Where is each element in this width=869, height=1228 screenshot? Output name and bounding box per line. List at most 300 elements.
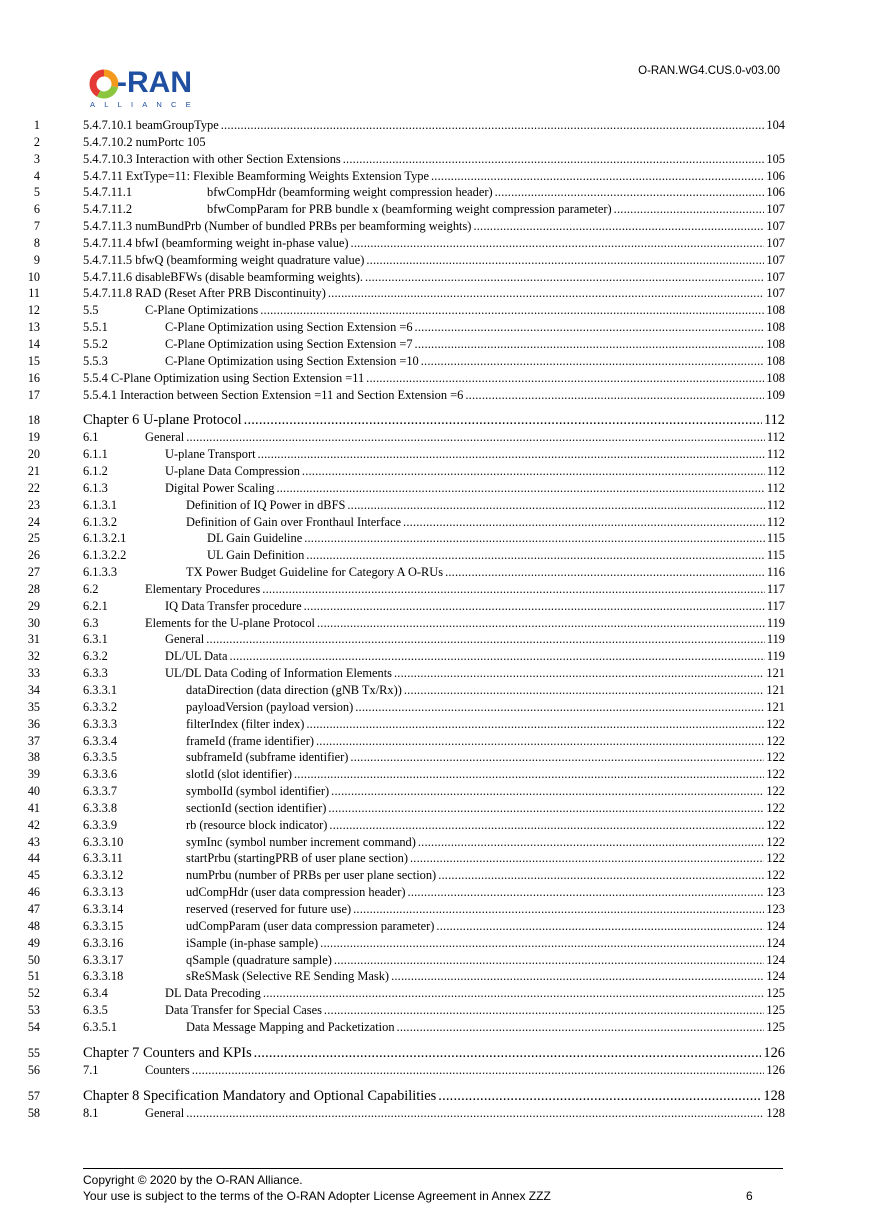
toc-entry[interactable]: [83, 834, 785, 851]
toc-chapter-row[interactable]: [0, 1087, 869, 1105]
toc-row[interactable]: [0, 968, 869, 985]
toc-row[interactable]: [0, 985, 869, 1002]
page-ref: 107: [766, 202, 785, 217]
dot-leader: [366, 370, 764, 387]
line-number: 43: [27, 834, 40, 849]
line-number: 11: [28, 286, 40, 301]
toc-row[interactable]: [0, 918, 869, 935]
toc-entry[interactable]: [83, 884, 785, 901]
page-ref: 124: [766, 952, 785, 967]
toc-entry[interactable]: [83, 1019, 785, 1036]
section-title: 5.5.4.1 Interaction between Section Extension =11 and Section Extension =6: [83, 387, 464, 402]
dot-leader: [260, 302, 764, 319]
section-number: 6.3.3.2: [83, 699, 118, 714]
toc-entry[interactable]: [83, 1002, 785, 1019]
section-number: 6.3.3.1: [83, 683, 118, 697]
page-ref: 124: [766, 935, 785, 950]
toc-row[interactable]: [0, 514, 869, 531]
page-ref: 115: [766, 531, 785, 546]
dot-leader: [186, 429, 765, 446]
dot-leader: [350, 749, 764, 766]
dot-leader: [415, 319, 765, 336]
dot-leader: [415, 336, 765, 353]
section-title: Counters: [145, 1062, 190, 1077]
toc-entry[interactable]: [83, 800, 785, 817]
section-title: startPrbu (startingPRB of user plane section): [186, 851, 408, 866]
toc-entry[interactable]: [83, 817, 785, 834]
toc-entry[interactable]: [83, 733, 785, 750]
toc-row[interactable]: [0, 564, 869, 581]
toc-entry[interactable]: [83, 581, 785, 598]
toc-row[interactable]: [0, 749, 869, 766]
logo-wordmark: -RAN: [117, 66, 192, 99]
page-ref: 116: [766, 565, 785, 580]
page-ref: 125: [766, 1019, 785, 1034]
toc-row[interactable]: [0, 184, 869, 201]
section-title: Data Message Mapping and Packetization: [186, 1019, 395, 1034]
toc-entry[interactable]: [83, 935, 785, 952]
page-ref: 112: [766, 430, 785, 445]
toc-row[interactable]: [0, 252, 869, 269]
section-title: Definition of Gain over Fronthaul Interface: [186, 514, 402, 529]
dot-leader: [438, 867, 764, 884]
toc-entry[interactable]: [83, 850, 785, 867]
toc-entry[interactable]: [83, 783, 785, 800]
section-title: Digital Power Scaling: [165, 480, 275, 495]
toc-entry[interactable]: [83, 615, 785, 632]
page-ref: 107: [766, 235, 785, 250]
toc-entry[interactable]: [83, 480, 785, 497]
dot-leader: [186, 1105, 764, 1122]
section-number: 6.1.3.2: [83, 514, 118, 529]
toc-entry[interactable]: [83, 446, 785, 463]
dot-leader: [306, 716, 764, 733]
toc-row[interactable]: [0, 387, 869, 404]
line-number: 35: [27, 699, 40, 714]
toc-entry[interactable]: [83, 985, 785, 1002]
toc-row[interactable]: [0, 117, 869, 134]
toc-entry[interactable]: [83, 648, 785, 665]
line-number: 15: [27, 353, 40, 368]
toc-entry[interactable]: [83, 901, 785, 918]
line-number: 16: [27, 370, 40, 385]
section-title: Elements for the U-plane Protocol: [145, 615, 315, 630]
toc-row[interactable]: [0, 1105, 869, 1122]
toc-entry[interactable]: [83, 952, 785, 969]
toc-entry[interactable]: [83, 1062, 785, 1079]
toc-row[interactable]: [0, 134, 869, 151]
section-number: 6.1.3.2.2: [83, 548, 127, 563]
page-ref: 126: [766, 1062, 785, 1077]
section-title: bfwCompParam for PRB bundle x (beamforming weight compression parameter): [207, 202, 612, 217]
dot-leader: [316, 733, 764, 750]
section-title: reserved (reserved for future use): [186, 901, 352, 916]
toc-entry[interactable]: [83, 151, 785, 168]
dot-leader: [438, 1087, 761, 1105]
section-number: 6.1.3.3: [83, 565, 118, 580]
dot-leader: [431, 168, 764, 185]
toc-entry[interactable]: [83, 269, 785, 286]
line-number: 50: [27, 952, 40, 967]
section-number: 7.1: [83, 1062, 99, 1077]
toc-entry[interactable]: [83, 514, 785, 531]
line-number: 30: [27, 615, 40, 630]
dot-leader: [465, 387, 764, 404]
section-title: General: [145, 1105, 185, 1120]
line-number: 13: [27, 320, 40, 335]
section-number: 5.4.7.11.1: [83, 185, 133, 200]
toc-entry[interactable]: [83, 218, 785, 235]
section-number: 6.3.3: [83, 666, 108, 681]
toc-entry[interactable]: [83, 665, 785, 682]
page-ref: 104: [766, 118, 785, 132]
page-ref: 119: [766, 649, 785, 664]
line-number: 32: [27, 649, 40, 664]
toc-row[interactable]: [0, 581, 869, 598]
toc-chapter-row[interactable]: [0, 1044, 869, 1062]
page-ref: 112: [766, 464, 785, 479]
page-ref: 107: [766, 219, 785, 234]
dot-leader: [306, 547, 765, 564]
line-number: 51: [27, 969, 40, 984]
section-title: bfwCompHdr (beamforming weight compression header): [207, 185, 493, 200]
page-number: 6: [746, 1189, 753, 1203]
page-ref: 121: [766, 683, 785, 697]
dot-leader: [221, 117, 765, 134]
toc-entry[interactable]: [83, 463, 785, 480]
page-ref: 112: [763, 412, 785, 429]
dot-leader: [408, 884, 765, 901]
section-title: C-Plane Optimization using Section Extension =10: [165, 353, 419, 368]
toc-row[interactable]: [0, 615, 869, 632]
section-number: 6.3.3.18: [83, 969, 124, 984]
line-number: 44: [27, 851, 40, 866]
section-number: 6.3: [83, 615, 99, 630]
line-number: 38: [27, 750, 40, 765]
section-title: 5.4.7.10.2 numPortc 105: [83, 134, 206, 149]
dot-leader: [436, 918, 764, 935]
toc-entry[interactable]: [83, 302, 785, 319]
toc-entry[interactable]: [83, 429, 785, 446]
toc-row[interactable]: [0, 463, 869, 480]
page-ref: 115: [766, 548, 785, 563]
section-title: payloadVersion (payload version): [186, 699, 354, 714]
page-ref: 107: [766, 286, 785, 301]
line-number: 3: [33, 151, 40, 166]
toc-row[interactable]: [0, 497, 869, 514]
toc-row[interactable]: [0, 952, 869, 969]
toc-entry[interactable]: [83, 918, 785, 935]
toc-row[interactable]: [0, 547, 869, 564]
section-title: 5.4.7.10.1 beamGroupType: [83, 118, 219, 132]
toc-entry[interactable]: [83, 1044, 785, 1062]
toc-row[interactable]: [0, 716, 869, 733]
section-title: rb (resource block indicator): [186, 817, 328, 832]
section-title: Chapter 6 U-plane Protocol: [83, 412, 242, 429]
toc-row[interactable]: [0, 168, 869, 185]
toc-entry[interactable]: [83, 564, 785, 581]
toc-row[interactable]: [0, 1062, 869, 1079]
toc-row[interactable]: [0, 598, 869, 615]
section-title: qSample (quadrature sample): [186, 952, 332, 967]
toc-row[interactable]: [0, 446, 869, 463]
line-number: 14: [27, 336, 40, 351]
page-ref: 122: [766, 817, 785, 832]
toc-row[interactable]: [0, 285, 869, 302]
toc-entry[interactable]: [83, 631, 785, 648]
toc-entry[interactable]: [83, 134, 785, 151]
section-number: 6.3.3.4: [83, 733, 118, 748]
page-ref: 122: [766, 834, 785, 849]
section-title: General: [165, 632, 205, 647]
section-title: sReSMask (Selective RE Sending Mask): [186, 969, 390, 984]
toc-entry[interactable]: [83, 699, 785, 716]
page-ref: 106: [766, 168, 785, 183]
toc-row[interactable]: [0, 935, 869, 952]
toc-entry[interactable]: [83, 235, 785, 252]
toc-row[interactable]: [0, 235, 869, 252]
dot-leader: [495, 184, 765, 201]
section-title: udCompHdr (user data compression header): [186, 885, 406, 900]
dot-leader: [230, 648, 765, 665]
toc-entry[interactable]: [83, 968, 785, 985]
line-number: 21: [27, 464, 40, 479]
toc-row[interactable]: [0, 429, 869, 446]
toc-row[interactable]: [0, 699, 869, 716]
page-ref: 128: [766, 1105, 785, 1120]
toc-row[interactable]: [0, 817, 869, 834]
page-ref: 126: [763, 1044, 785, 1061]
page-ref: 123: [766, 901, 785, 916]
toc-entry[interactable]: [83, 766, 785, 783]
page-ref: 128: [763, 1087, 785, 1104]
section-title: U-plane Transport: [165, 447, 256, 462]
toc-row[interactable]: [0, 151, 869, 168]
toc-entry[interactable]: [83, 370, 785, 387]
section-number: 6.1.2: [83, 464, 108, 479]
section-title: iSample (in-phase sample): [186, 935, 319, 950]
toc-row[interactable]: [0, 850, 869, 867]
section-number: 6.3.2: [83, 649, 108, 664]
toc-row[interactable]: [0, 336, 869, 353]
line-number: 5: [33, 185, 40, 200]
section-title: slotId (slot identifier): [186, 767, 292, 782]
line-number: 58: [27, 1105, 40, 1120]
dot-leader: [334, 952, 765, 969]
page-ref: 122: [766, 733, 785, 748]
toc-entry[interactable]: [83, 168, 785, 185]
dot-leader: [294, 766, 764, 783]
toc-entry[interactable]: [83, 497, 785, 514]
toc-entry[interactable]: [83, 411, 785, 429]
footer-divider: [83, 1168, 783, 1169]
toc-entry[interactable]: [83, 749, 785, 766]
dot-leader: [329, 817, 764, 834]
section-number: 6.3.3.16: [83, 935, 124, 950]
toc-entry[interactable]: [83, 867, 785, 884]
toc-row[interactable]: [0, 901, 869, 918]
line-number: 34: [27, 683, 40, 697]
page-ref: 121: [766, 666, 785, 681]
dot-leader: [331, 783, 764, 800]
page-ref: 107: [766, 252, 785, 267]
dot-leader: [263, 985, 765, 1002]
section-title: General: [145, 430, 185, 445]
section-title: DL Data Precoding: [165, 986, 261, 1001]
page-ref: 109: [766, 387, 785, 402]
line-number: 39: [27, 767, 40, 782]
page-ref: 122: [766, 716, 785, 731]
toc-row[interactable]: [0, 867, 869, 884]
dot-leader: [244, 411, 762, 429]
toc-entry[interactable]: [83, 547, 785, 564]
page-ref: 106: [766, 185, 785, 200]
page-ref: 107: [766, 269, 785, 284]
dot-leader: [351, 235, 765, 252]
line-number: 24: [27, 514, 40, 529]
toc-row[interactable]: [0, 884, 869, 901]
line-number: 4: [33, 168, 40, 183]
line-number: 6: [33, 202, 40, 217]
toc-entry[interactable]: [83, 319, 785, 336]
section-title: 5.4.7.11.6 disableBFWs (disable beamforming weights).: [83, 269, 364, 284]
dot-leader: [394, 665, 764, 682]
line-number: 53: [27, 1003, 40, 1018]
line-number: 46: [27, 885, 40, 900]
dot-leader: [473, 218, 764, 235]
section-title: DL/UL Data: [165, 649, 228, 664]
line-number: 55: [27, 1045, 40, 1060]
line-number: 9: [33, 252, 40, 267]
toc-entry[interactable]: [83, 682, 785, 699]
oran-ring-icon: [88, 68, 120, 100]
toc-row[interactable]: [0, 682, 869, 699]
section-title: symInc (symbol number increment command): [186, 834, 416, 849]
page-ref: 108: [766, 353, 785, 368]
toc-row[interactable]: [0, 766, 869, 783]
line-number: 20: [27, 447, 40, 462]
section-title: 5.4.7.11 ExtType=11: Flexible Beamforming Weights Extension Type: [83, 168, 429, 183]
line-number: 8: [33, 235, 40, 250]
document-id: O-RAN.WG4.CUS.0-v03.00: [638, 65, 780, 77]
section-title: C-Plane Optimizations: [145, 303, 259, 318]
dot-leader: [304, 598, 765, 615]
toc-row[interactable]: [0, 800, 869, 817]
page-ref: 112: [766, 497, 785, 512]
section-title: C-Plane Optimization using Section Extension =7: [165, 336, 413, 351]
line-number: 7: [33, 219, 40, 234]
toc-entry[interactable]: [83, 336, 785, 353]
toc-entry[interactable]: [83, 201, 785, 218]
toc-row[interactable]: [0, 302, 869, 319]
section-number: 6.1.1: [83, 447, 108, 462]
toc-entry[interactable]: [83, 353, 785, 370]
page-ref: 119: [766, 615, 785, 630]
section-title: numPrbu (number of PRBs per user plane section): [186, 868, 437, 883]
toc-entry[interactable]: [83, 285, 785, 302]
section-number: 6.2: [83, 581, 99, 596]
logo-subtitle: ALLIANCE: [90, 100, 200, 109]
page-ref: 108: [766, 303, 785, 318]
toc-row[interactable]: [0, 733, 869, 750]
line-number: 23: [27, 497, 40, 512]
section-number: 6.3.5.1: [83, 1019, 118, 1034]
toc-entry[interactable]: [83, 530, 785, 547]
toc-entry[interactable]: [83, 598, 785, 615]
section-number: 6.3.4: [83, 986, 108, 1001]
section-number: 6.3.3.15: [83, 918, 124, 933]
line-number: 54: [27, 1019, 40, 1034]
section-title: U-plane Data Compression: [165, 464, 300, 479]
toc-entry[interactable]: [83, 252, 785, 269]
toc-entry[interactable]: [83, 716, 785, 733]
toc-entry[interactable]: [83, 1105, 785, 1122]
toc-row[interactable]: [0, 218, 869, 235]
toc-chapter-row[interactable]: [0, 411, 869, 429]
section-number: 6.3.3.3: [83, 716, 118, 731]
dot-leader: [192, 1062, 765, 1079]
toc-row[interactable]: [0, 1002, 869, 1019]
dot-leader: [397, 1019, 765, 1036]
toc-row[interactable]: [0, 665, 869, 682]
dot-leader: [276, 480, 764, 497]
line-number: 49: [27, 935, 40, 950]
line-number: 28: [27, 581, 40, 596]
toc-row[interactable]: [0, 648, 869, 665]
toc-row[interactable]: [0, 530, 869, 547]
line-number: 33: [27, 666, 40, 681]
toc-row[interactable]: [0, 783, 869, 800]
section-title: 5.4.7.11.8 RAD (Reset After PRB Discontinuity): [83, 286, 326, 301]
section-number: 6.3.3.9: [83, 817, 118, 832]
section-number: 6.3.1: [83, 632, 108, 647]
toc-row[interactable]: [0, 370, 869, 387]
line-number: 37: [27, 733, 40, 748]
line-number: 1: [33, 118, 40, 132]
toc-row[interactable]: [0, 319, 869, 336]
toc-row[interactable]: [0, 201, 869, 218]
page-ref: 124: [766, 918, 785, 933]
dot-leader: [317, 615, 765, 632]
toc-entry[interactable]: [83, 117, 785, 134]
line-number: 48: [27, 918, 40, 933]
section-title: Chapter 7 Counters and KPIs: [83, 1044, 252, 1061]
line-number: 27: [27, 565, 40, 580]
section-number: 6.3.3.14: [83, 901, 124, 916]
line-number: 10: [27, 269, 40, 284]
toc-row[interactable]: [0, 834, 869, 851]
line-number: 22: [27, 480, 40, 495]
toc-row[interactable]: [0, 480, 869, 497]
dot-leader: [262, 581, 765, 598]
toc-entry[interactable]: [83, 1087, 785, 1105]
line-number: 17: [27, 387, 40, 402]
toc-entry[interactable]: [83, 184, 785, 201]
line-number: 42: [27, 817, 40, 832]
toc-row[interactable]: [0, 353, 869, 370]
section-title: Data Transfer for Special Cases: [165, 1003, 322, 1018]
page-ref: 105: [766, 151, 785, 166]
toc-row[interactable]: [0, 631, 869, 648]
toc-entry[interactable]: [83, 387, 785, 404]
page-ref: 125: [766, 1003, 785, 1018]
toc-row[interactable]: [0, 269, 869, 286]
dot-leader: [328, 285, 765, 302]
toc-row[interactable]: [0, 1019, 869, 1036]
section-number: 8.1: [83, 1105, 99, 1120]
dot-leader: [304, 530, 765, 547]
section-number: 6.2.1: [83, 598, 108, 613]
